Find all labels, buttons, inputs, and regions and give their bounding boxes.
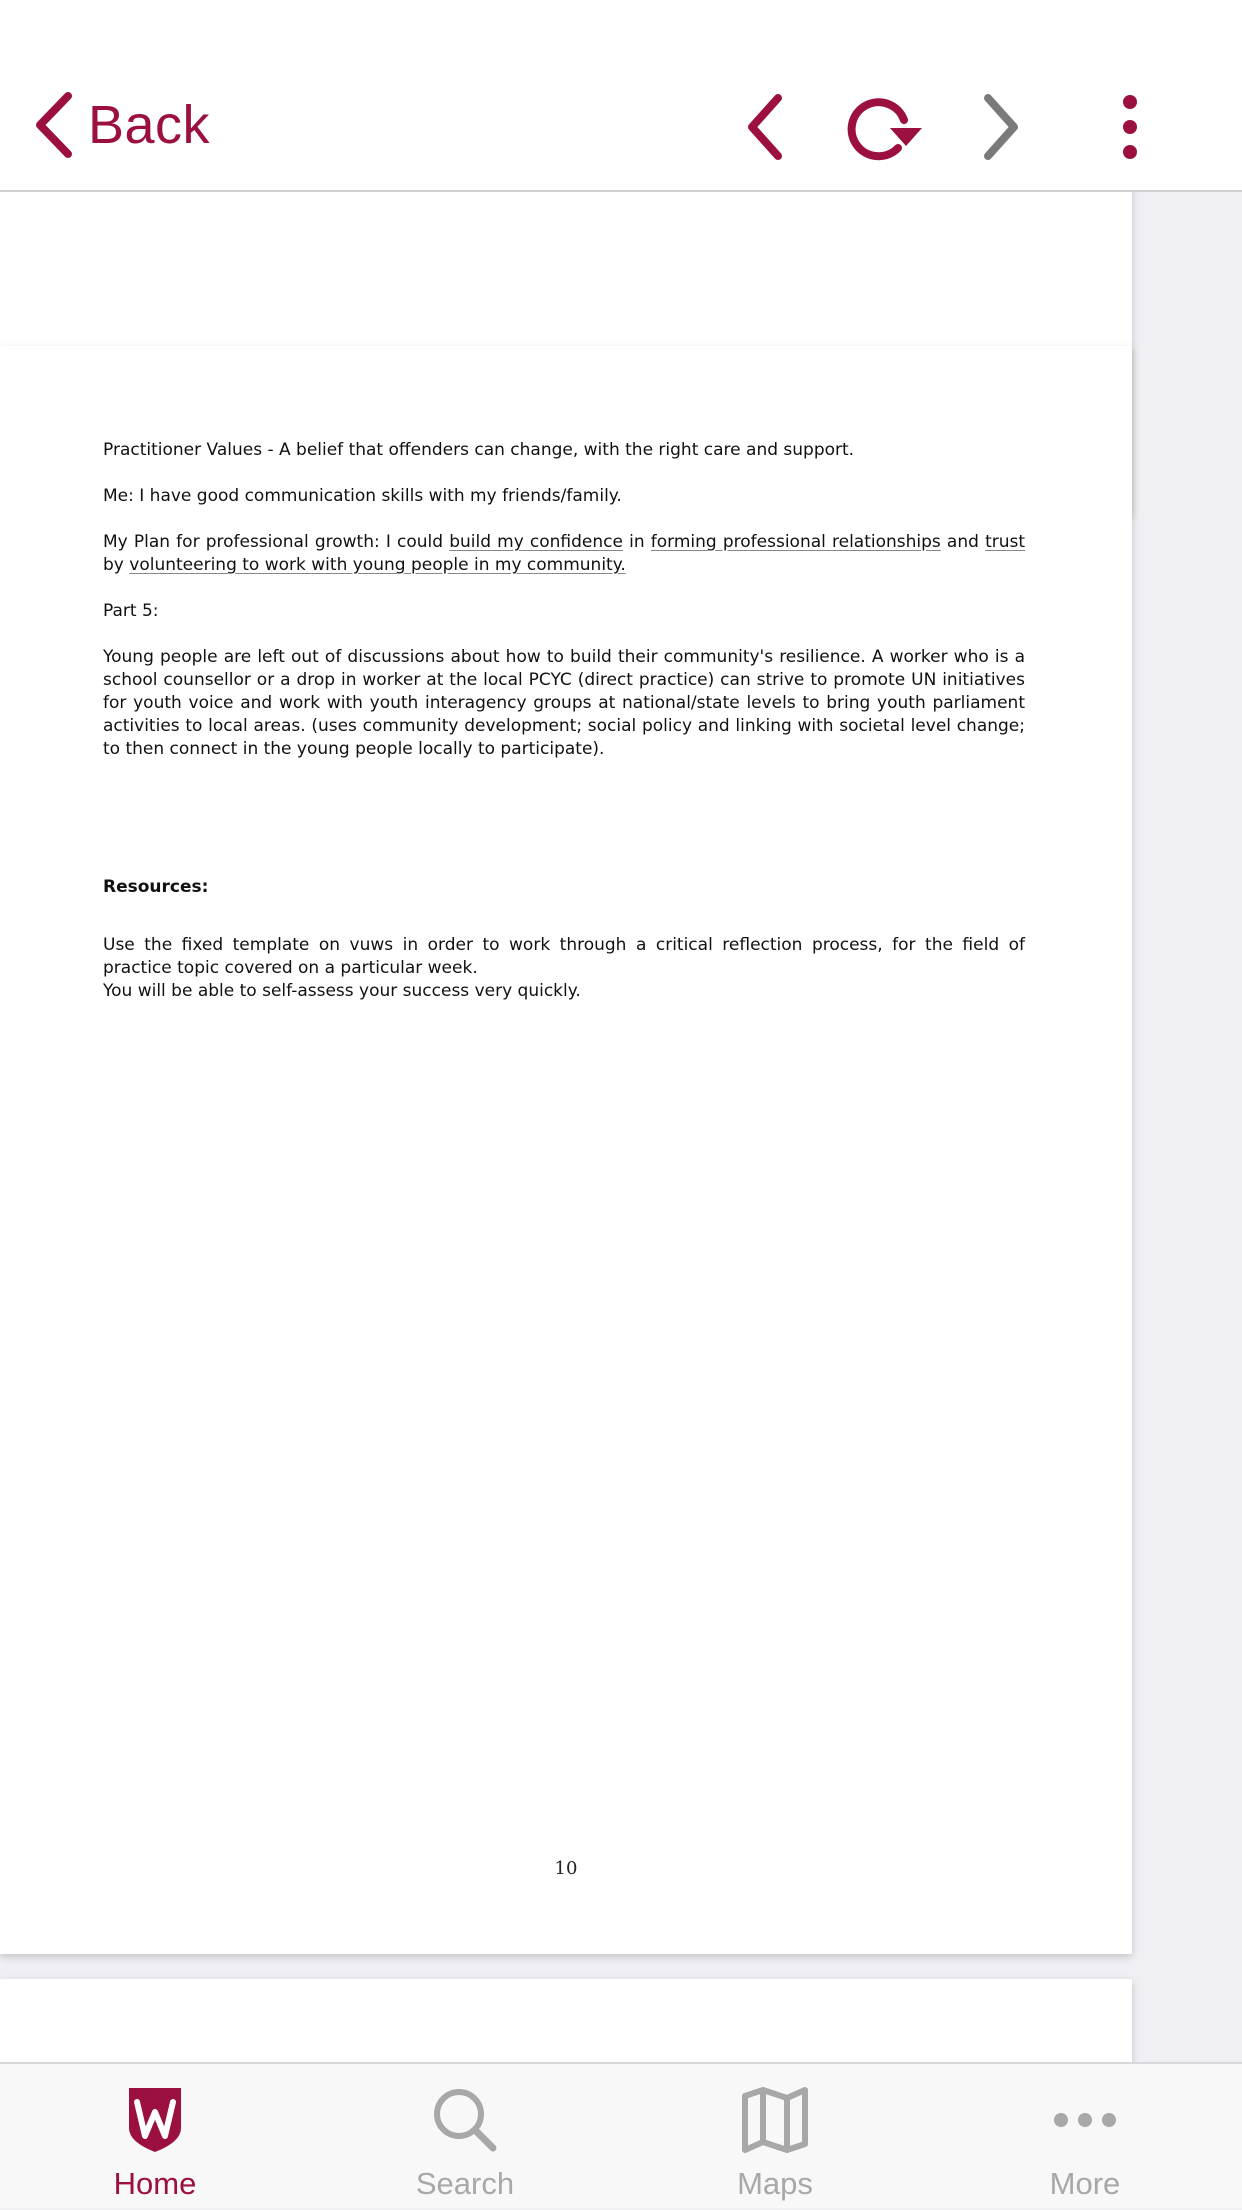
more-vertical-icon xyxy=(1090,90,1170,164)
chevron-left-icon xyxy=(726,90,806,164)
paragraph-part5: Part 5: xyxy=(103,601,159,621)
plan-highlight-volunteering: volunteering to work with young people in my community. xyxy=(129,555,626,575)
page-number: 10 xyxy=(554,1858,578,1879)
plan-highlight-confidence: build my confidence xyxy=(449,532,623,552)
chevron-left-icon xyxy=(34,92,74,158)
document-body xyxy=(103,439,1025,1003)
tab-more-label: More xyxy=(1049,2166,1121,2201)
map-icon xyxy=(735,2086,815,2154)
tab-search[interactable] xyxy=(310,2064,620,2210)
tab-more[interactable] xyxy=(930,2064,1240,2210)
paragraph-youth: Young people are left out of discussions about how to build their community's resilience. A worker who is a school counsellor or a drop in worker at the local PCYC (direct practice) can strive to promote UN initiatives for youth voice and work with youth interagency groups at national/state levels to bring youth parliament activities to local areas. (uses community development; social policy and linking with societal level change; to then connect in the young people locally to participate). xyxy=(103,647,1025,759)
tab-home[interactable] xyxy=(0,2064,310,2210)
shield-w-icon xyxy=(115,2086,195,2154)
paragraph-me: Me: I have good communication skills with my friends/family. xyxy=(103,486,622,506)
more-horizontal-icon xyxy=(1045,2086,1125,2154)
previous-page-button[interactable] xyxy=(726,90,806,164)
refresh-icon xyxy=(842,90,922,164)
plan-text: and xyxy=(940,532,986,552)
plan-highlight-trust: trust xyxy=(985,532,1026,552)
tab-search-label: Search xyxy=(415,2166,515,2201)
reload-button[interactable] xyxy=(842,90,922,164)
paragraph-plan xyxy=(103,531,1025,577)
tab-home-label: Home xyxy=(113,2166,197,2201)
bottom-tab-bar xyxy=(0,2062,1242,2208)
paragraph-resources-1: Use the fixed template on vuws in order to work through a critical reflection process, for the field of practice topic covered on a particular week. xyxy=(103,935,1025,978)
back-button[interactable] xyxy=(34,90,210,160)
resources-heading: Resources: xyxy=(103,877,209,897)
more-options-button[interactable] xyxy=(1090,90,1170,164)
tab-maps[interactable] xyxy=(620,2064,930,2210)
plan-highlight-relationships: forming professional relationships xyxy=(650,532,941,552)
back-button-label: Back xyxy=(88,95,211,155)
document-viewer[interactable] xyxy=(0,192,1242,2062)
document-page-next xyxy=(0,1979,1132,2062)
plan-text: in xyxy=(622,532,651,552)
next-page-button[interactable] xyxy=(960,90,1040,164)
plan-text: My Plan for professional growth: I could xyxy=(103,532,450,552)
paragraph-resources-2: You will be able to self-assess your success very quickly. xyxy=(103,981,581,1001)
search-icon xyxy=(425,2086,505,2154)
plan-text: by xyxy=(103,555,130,575)
tab-maps-label: Maps xyxy=(737,2166,813,2201)
document-page-current xyxy=(0,346,1132,1954)
top-navigation-bar xyxy=(0,0,1242,192)
paragraph-practitioner-values: Practitioner Values - A belief that offenders can change, with the right care and support. xyxy=(103,440,855,460)
chevron-right-icon xyxy=(960,90,1040,164)
